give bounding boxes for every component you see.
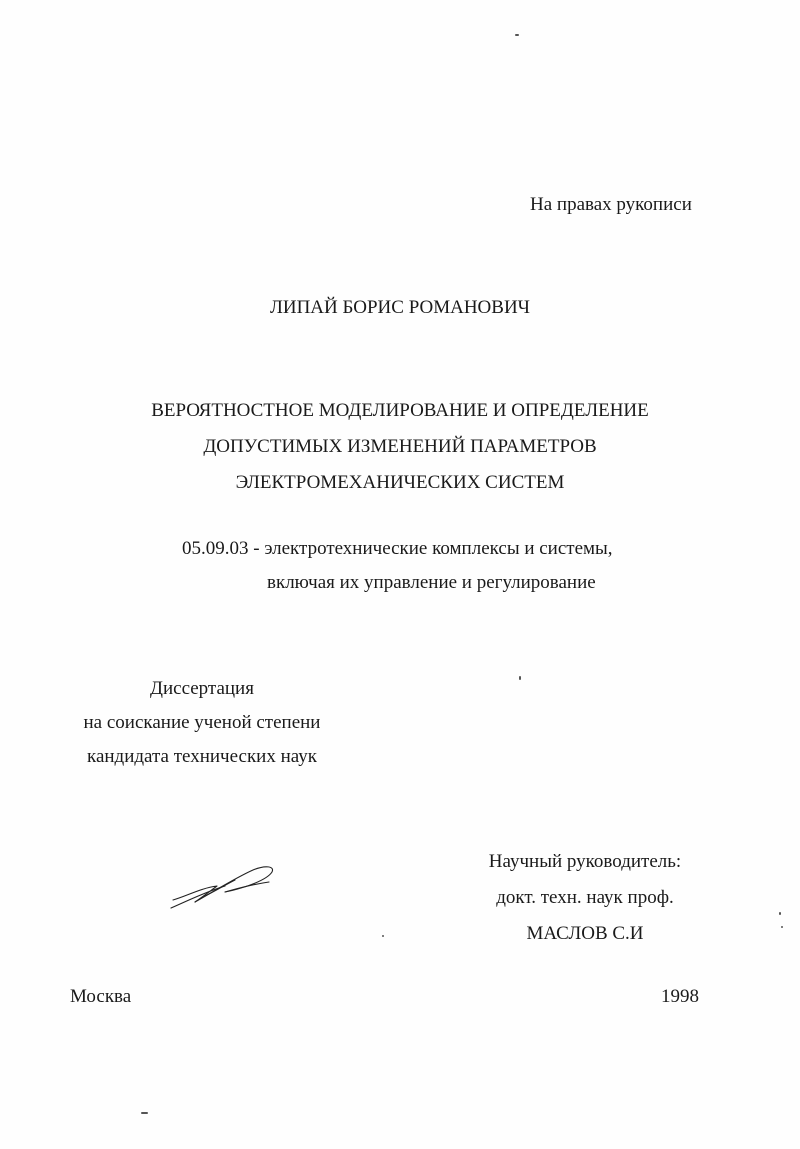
thesis-title-line-3: ЭЛЕКТРОМЕХАНИЧЕСКИХ СИСТЕМ [235,472,565,493]
degree-line-2: на соискание ученой степени [83,712,321,733]
scan-speck [515,34,519,36]
scan-speck [779,912,781,915]
thesis-title [0,393,800,501]
degree-line-1: Диссертация [150,678,254,699]
thesis-title-line-1: ВЕРОЯТНОСТНОЕ МОДЕЛИРОВАНИЕ И ОПРЕДЕЛЕНИЕ [151,400,649,421]
scan-speck [781,926,783,928]
scan-speck [382,935,384,937]
scan-speck [519,676,521,680]
footer-city: Москва [70,986,132,1007]
signature-image [165,862,280,914]
supervisor-label: Научный руководитель: [488,851,682,872]
degree-block [50,672,354,774]
supervisor-credentials: докт. техн. наук проф. [496,887,674,908]
degree-line-3: кандидата технических наук [87,746,317,767]
supervisor-block [470,844,700,952]
specialty-line-1: 05.09.03 - электротехнические комплексы и системы, [182,538,613,559]
supervisor-name: МАСЛОВ С.И [526,923,644,944]
specialty-line-2: включая их управление и регулирование [267,572,596,593]
scan-speck [141,1112,148,1114]
footer-year: 1998 [661,986,699,1007]
author-name: ЛИПАЙ БОРИС РОМАНОВИЧ [269,297,531,318]
thesis-title-line-2: ДОПУСТИМЫХ ИЗМЕНЕНИЙ ПАРАМЕТРОВ [203,436,597,457]
rights-note: На правах рукописи [530,194,692,215]
